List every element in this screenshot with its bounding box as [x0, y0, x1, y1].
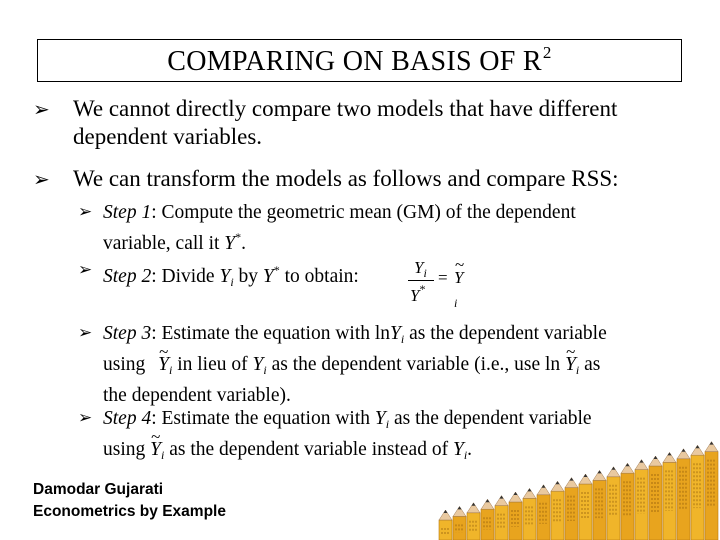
- pencil-lead: [584, 474, 588, 477]
- pencil-body: [523, 498, 536, 540]
- pencil-lead: [514, 492, 518, 495]
- arrow-bullet-icon: ➢: [78, 260, 93, 280]
- pencils-decoration-image: [437, 436, 720, 540]
- pencil-body: [537, 495, 550, 540]
- step-3: ➢ Step 3: Estimate the equation with lnY$_i$ as the dependent variable using ~ $Y_i$ in lieu of $Y_i$ as the dependent variable (i.e., use ln ~ $Y_i$ as the dependent variable).: [78, 321, 698, 408]
- pencil-lead: [472, 503, 476, 506]
- pencil-lead: [640, 460, 644, 463]
- pencil-body: [621, 473, 634, 540]
- pencil-lead: [500, 496, 504, 499]
- title-box: [37, 39, 682, 82]
- pencil-lead: [654, 456, 658, 459]
- step-2: ➢ Step 2: Divide $Y_i$ by Y* to obtain:: [78, 260, 359, 289]
- footer-credit: Damodar Gujarati Econometrics by Example: [33, 481, 226, 520]
- pencil-body: [565, 488, 578, 540]
- pencil-lead: [612, 467, 616, 470]
- pencil-lead: [598, 470, 602, 473]
- pencil-lead: [444, 510, 448, 513]
- pencil-body: [663, 462, 676, 540]
- pencil-body: [649, 466, 662, 540]
- pencil-body: [453, 516, 466, 540]
- pencil-lead: [668, 452, 672, 455]
- pencil-body: [691, 455, 704, 540]
- arrow-bullet-icon: ➢: [33, 97, 50, 121]
- pencil-body: [705, 452, 718, 540]
- slide-title: COMPARING ON BASIS OF $R^2$: [167, 43, 552, 77]
- arrow-bullet-icon: ➢: [78, 408, 93, 428]
- pencil-lead: [696, 445, 700, 448]
- step-4: ➢ Step 4: Estimate the equation with $Y_i$ as the dependent variable using ~ $Y_i$ as the dependent variable instead of $Y_i$.: [78, 406, 698, 468]
- arrow-bullet-icon: ➢: [78, 323, 93, 343]
- pencil-body: [481, 509, 494, 540]
- arrow-bullet-icon: ➢: [33, 167, 50, 191]
- pencil-body: [467, 513, 480, 540]
- pencil-lead: [682, 449, 686, 452]
- bullet-1: ➢ We cannot directly compare two models that have different dependent variables.: [33, 96, 618, 149]
- pencil-lead: [556, 481, 560, 484]
- pencil-body: [635, 470, 648, 540]
- pencil-lead: [542, 485, 546, 488]
- pencil-lead: [710, 442, 714, 445]
- pencil-body: [677, 459, 690, 540]
- pencil-lead: [458, 506, 462, 509]
- pencil-body: [551, 491, 564, 540]
- pencil-lead: [570, 478, 574, 481]
- bullet-2: ➢ We can transform the models as follows and compare RSS:: [33, 166, 619, 191]
- pencil-lead: [486, 499, 490, 502]
- pencil-lead: [626, 463, 630, 466]
- arrow-bullet-icon: ➢: [78, 202, 93, 222]
- pencil-body: [593, 480, 606, 540]
- pencil-body: [579, 484, 592, 540]
- pencil-body: [495, 506, 508, 540]
- pencil-body: [439, 520, 452, 540]
- pencil-body: [509, 502, 522, 540]
- pencil-body: [607, 477, 620, 540]
- step-1: ➢ Step 1: Compute the geometric mean (GM) of the dependent variable, call it Y*.: [78, 202, 576, 254]
- pencil-lead: [528, 488, 532, 491]
